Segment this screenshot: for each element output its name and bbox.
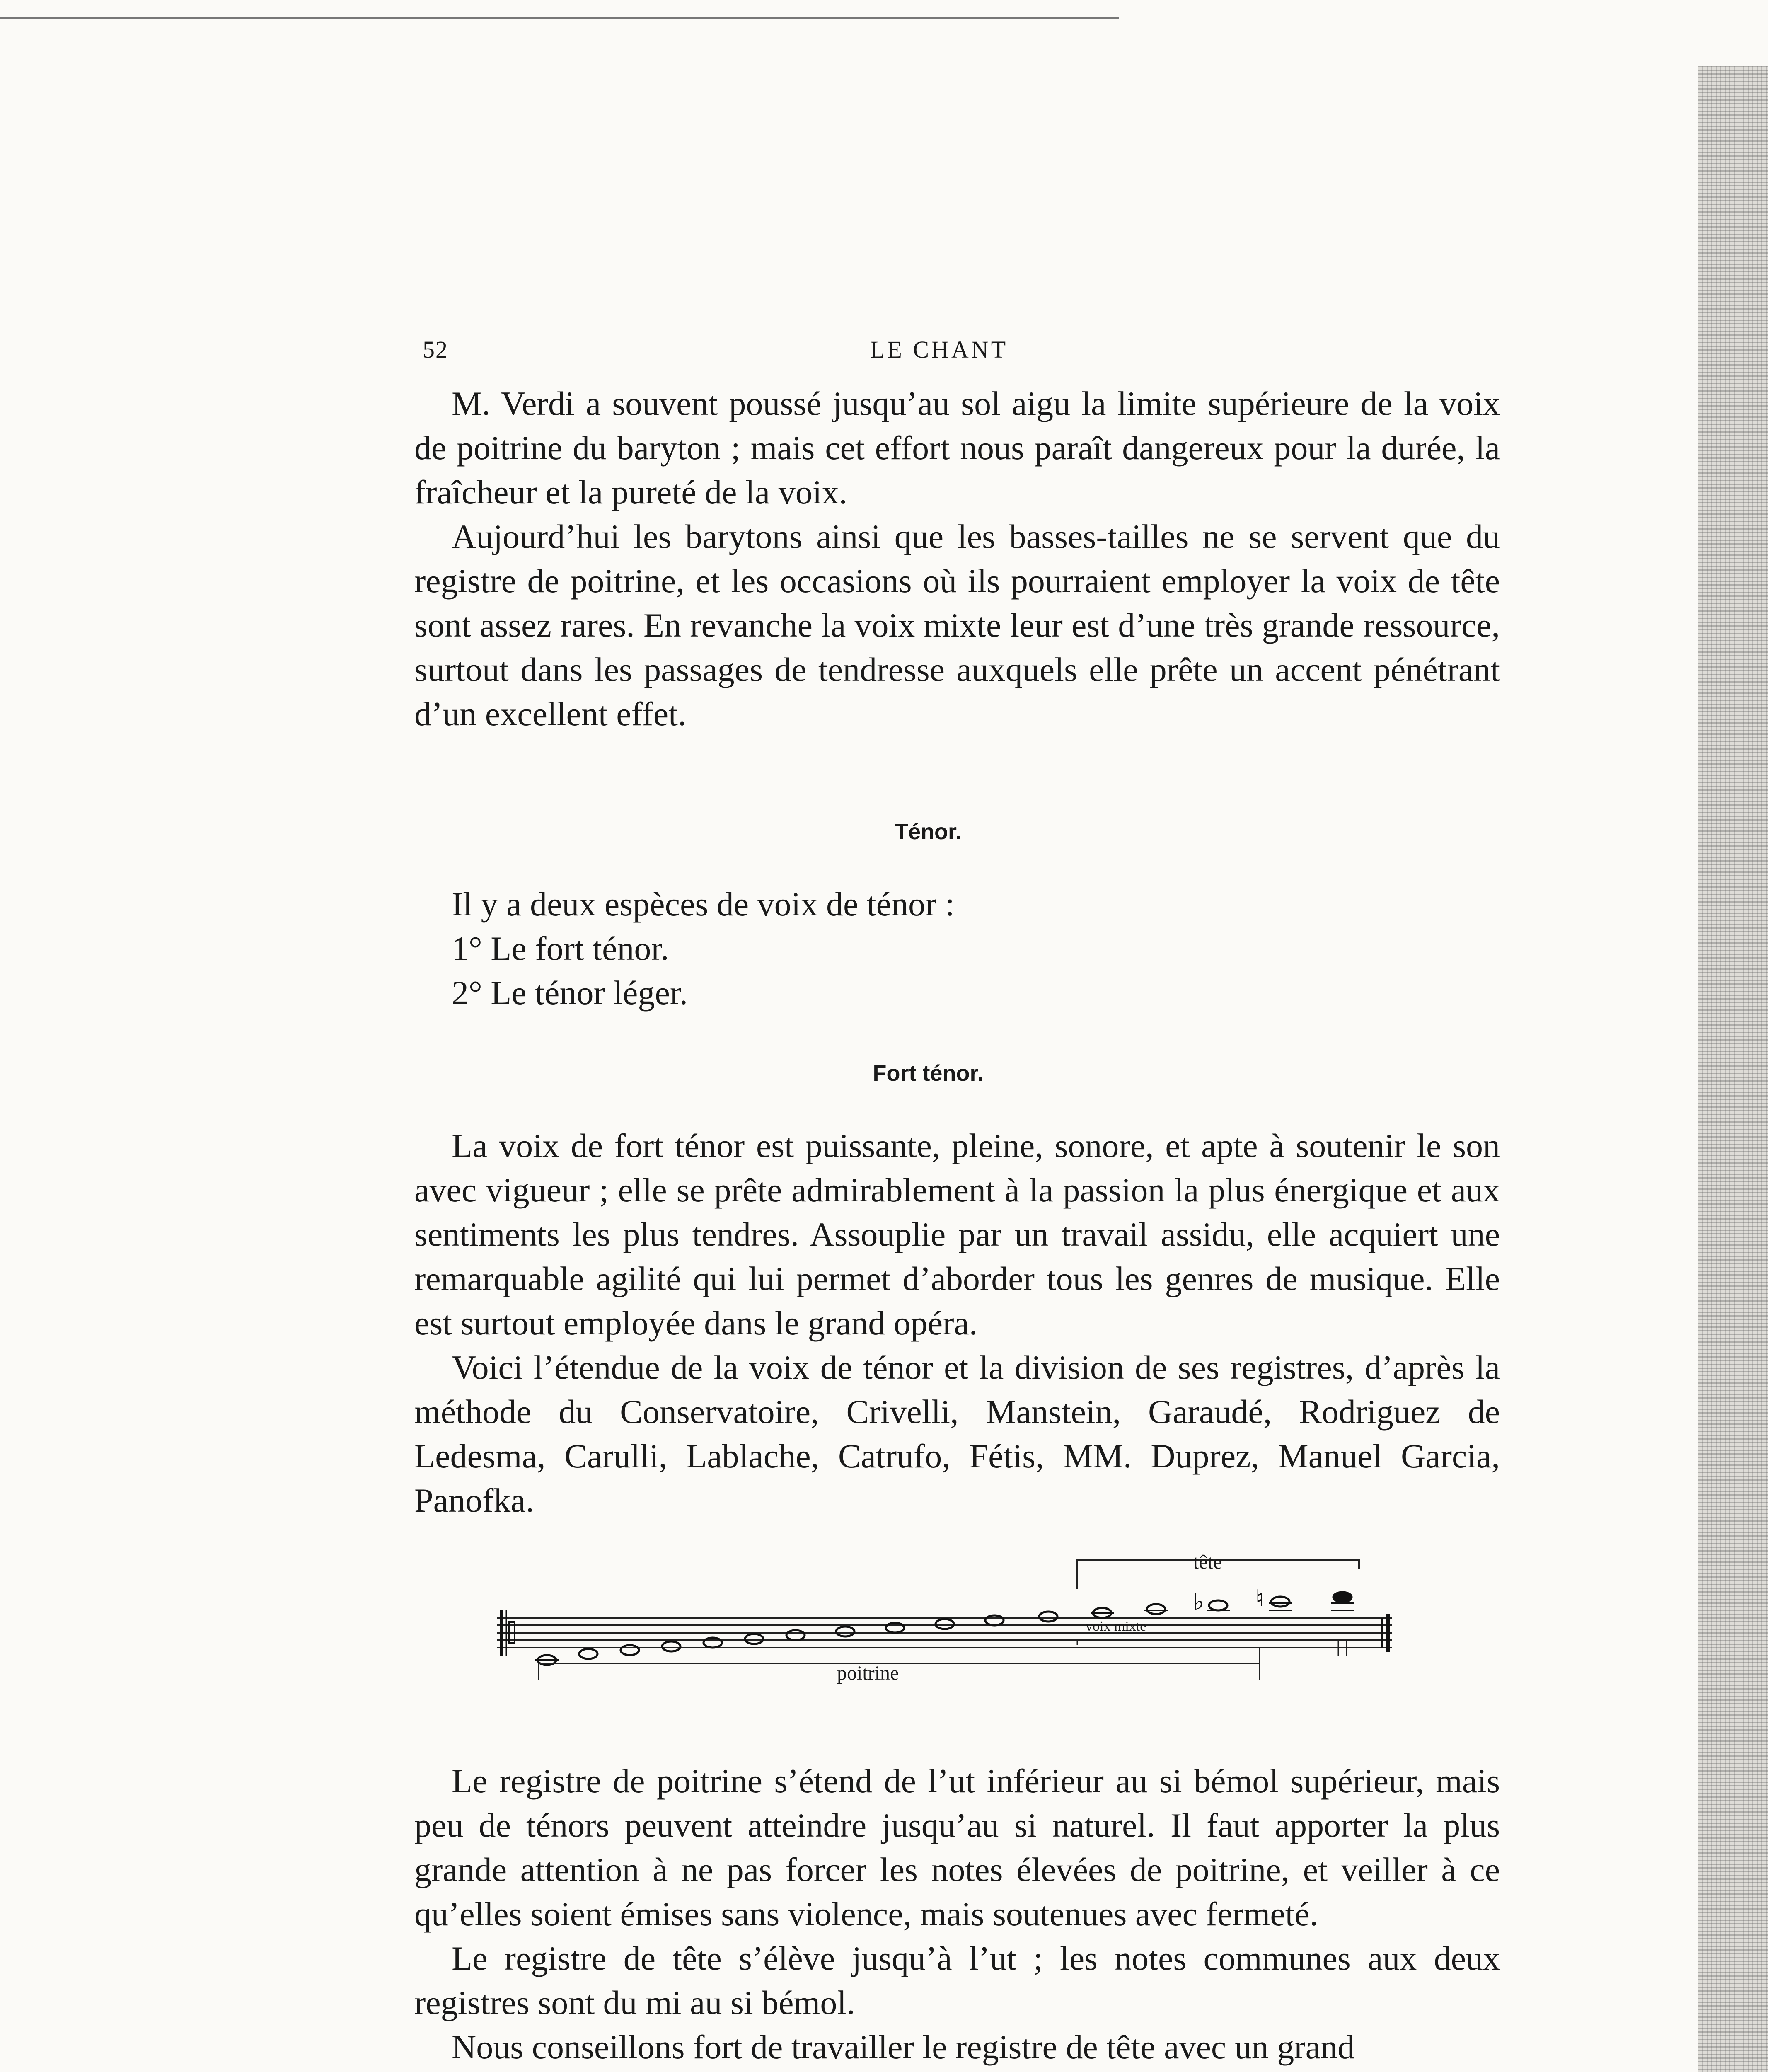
section-title-fort-tenor: Fort ténor. xyxy=(873,1061,984,1086)
bracket-poitrine xyxy=(539,1647,1260,1680)
paragraph-barytons: Aujourd’hui les barytons ainsi que les basses-tailles ne se servent que du registre de poitrine, et les occasions où ils pourraient employer la voix de tête sont assez rares. En revanche la voix mixte leur est d’une très grande ressource, surtout dans les passages de tendresse auxquels elle prête un accent pénétrant d’un excellent effet. xyxy=(414,518,1500,733)
label-voix-mixte: voix mixte xyxy=(1086,1619,1146,1634)
label-tete: tête xyxy=(1193,1551,1222,1573)
svg-text:♭: ♭ xyxy=(1193,1588,1204,1615)
section-title-tenor: Ténor. xyxy=(894,819,962,844)
svg-text:♮: ♮ xyxy=(1255,1585,1264,1612)
paragraph-registre-tete: Le registre de tête s’élève jusqu’à l’ut ; les notes communes aux deux registres sont du mi au si bémol. xyxy=(414,1939,1500,2021)
label-poitrine: poitrine xyxy=(837,1662,899,1684)
paragraph-tenor-types: Il y a deux espèces de voix de ténor : xyxy=(452,885,955,923)
paragraph-registre-poitrine: Le registre de poitrine s’étend de l’ut inférieur au si bémol supérieur, mais peu de ténors peuvent atteindre jusqu’au si naturel. Il faut apporter la plus grande attention à ne pas forcer les notes élevées de poitrine, et veiller à ce qu’elles soient émises sans violence, mais soutenues avec fermeté. xyxy=(414,1762,1500,1933)
staff-lines xyxy=(497,1618,1392,1648)
top-rule xyxy=(0,17,1119,19)
page-number: 52 xyxy=(423,336,448,363)
page-edge-texture xyxy=(1698,66,1768,2072)
music-staff-figure xyxy=(414,1547,1500,1713)
running-title: LE CHANT xyxy=(870,336,1009,363)
paragraph-fort-tenor: La voix de fort ténor est puissante, pleine, sonore, et apte à soutenir le son avec vigueur ; elle se prête admirablement à la passion la plus énergique et aux sentiments les plus tendres. Assouplie par un travail assidu, elle acquiert une remarquable agilité qui lui permet d’aborder tous les genres de musique. Elle est surtout employée dans le grand opéra. xyxy=(414,1127,1500,1342)
paragraph-etendue: Voici l’étendue de la voix de ténor et la division de ses registres, d’après la méthode du Conservatoire, Crivelli, Manstein, Garaudé, Rodriguez de Ledesma, Carulli, Lablache, Catrufo, Fétis, MM. Duprez, Manuel Garcia, Panofka. xyxy=(414,1348,1500,1519)
paragraph-conseil: Nous conseillons fort de travailler le registre de tête avec un grand xyxy=(452,2028,1355,2066)
paragraph-verdi: M. Verdi a souvent poussé jusqu’au sol aigu la limite supérieure de la voix de poitrine du baryton ; mais cet effort nous paraît dangereux pour la durée, la fraîcheur et la pureté de la voix. xyxy=(414,385,1500,511)
page-content xyxy=(414,332,1500,2069)
note-heads xyxy=(535,1592,1354,1665)
list-item-tenor-leger: 2° Le ténor léger. xyxy=(452,974,688,1012)
page-header xyxy=(414,332,1500,381)
list-item-fort-tenor: 1° Le fort ténor. xyxy=(452,929,669,967)
music-example xyxy=(414,1547,1500,1713)
